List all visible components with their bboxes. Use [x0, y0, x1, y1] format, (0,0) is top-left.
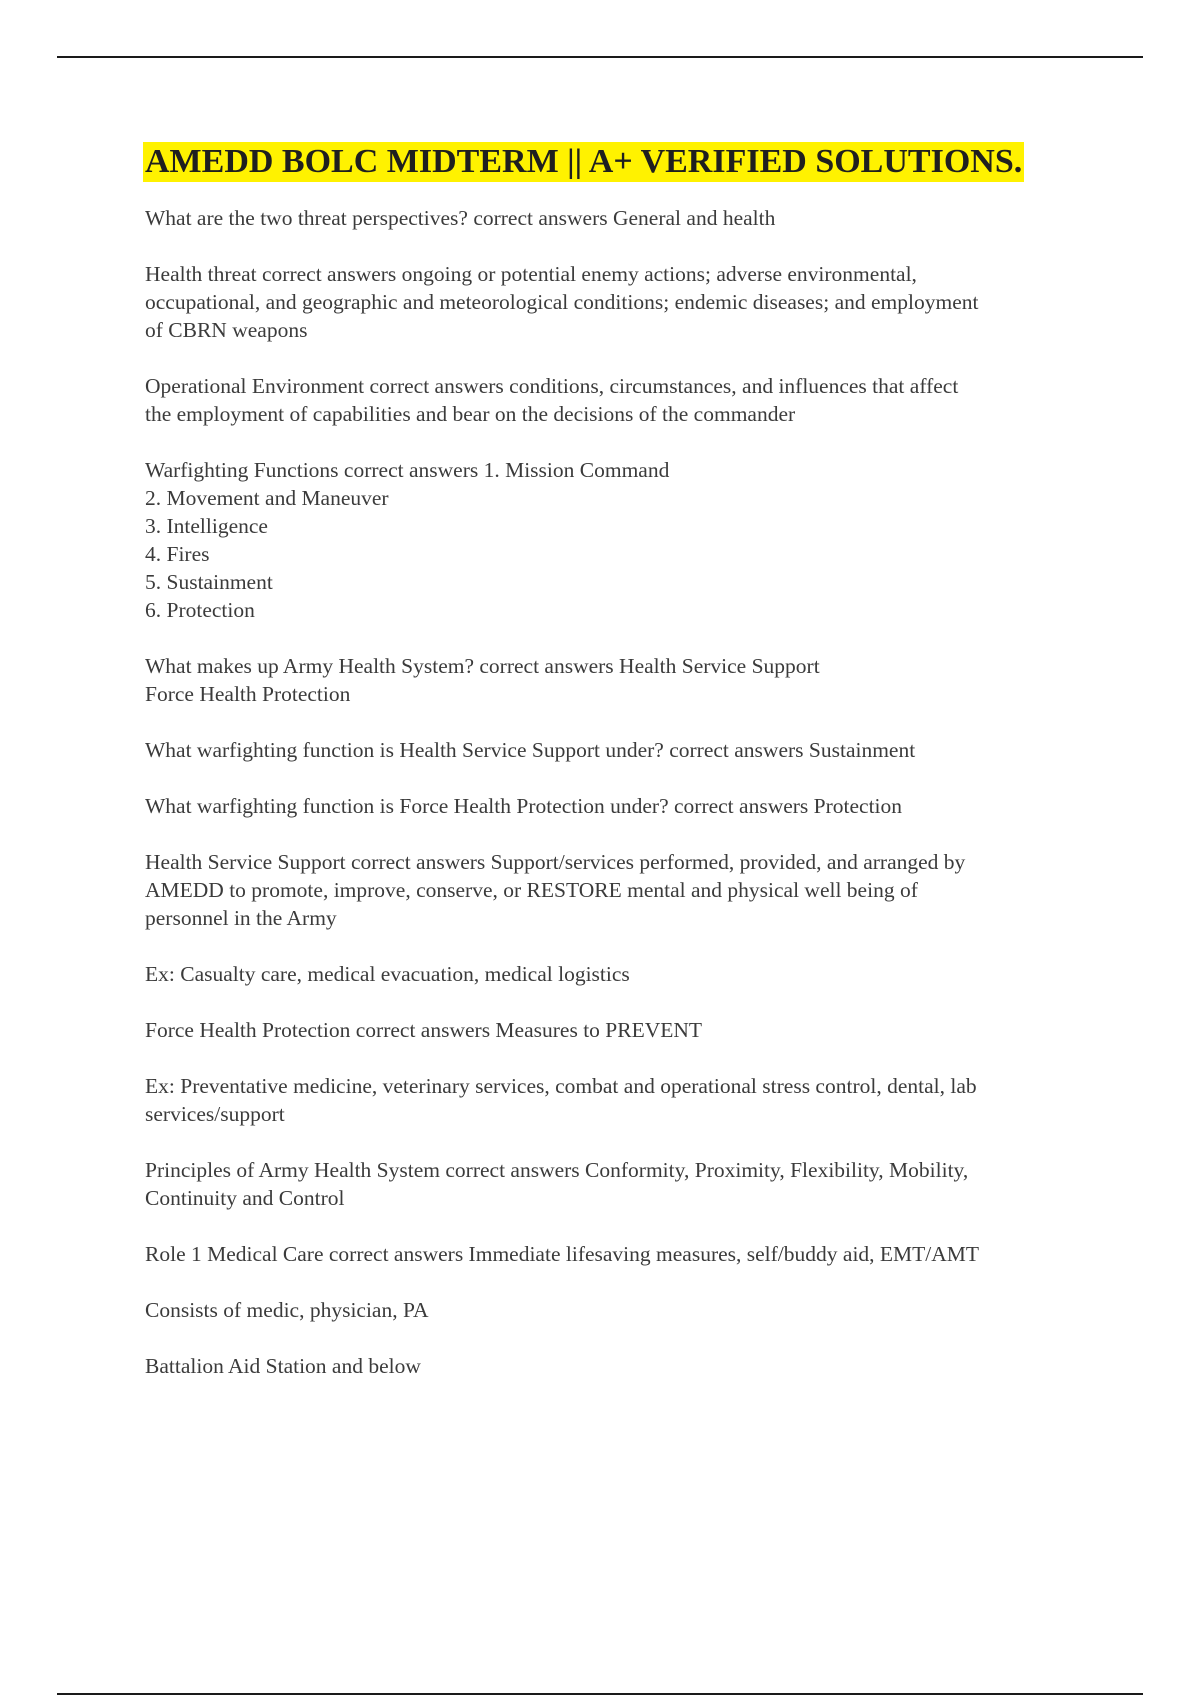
- qa-entry: Operational Environment correct answers conditions, circumstances, and influences that affect the employment of capabilities and bear on the decisions of the commander: [145, 374, 959, 426]
- qa-entry: Consists of medic, physician, PA: [145, 1298, 429, 1322]
- qa-entry: What warfighting function is Health Service Support under? correct answers Sustainment: [145, 738, 916, 762]
- qa-entry: Role 1 Medical Care correct answers Immediate lifesaving measures, self/buddy aid, EMT/AMT: [145, 1242, 980, 1266]
- qa-entry: Warfighting Functions correct answers 1. Mission Command 2. Movement and Maneuver 3. Intelligence 4. Fires 5. Sustainment 6. Protection: [145, 458, 670, 622]
- qa-entry: Battalion Aid Station and below: [145, 1354, 421, 1378]
- qa-entry: Health Service Support correct answers Support/services performed, provided, and arranged by AMEDD to promote, improve, conserve, or RESTORE mental and physical well being of personnel in the Army: [145, 850, 966, 930]
- qa-entry: Health threat correct answers ongoing or potential enemy actions; adverse environmental, occupational, and geographic and meteorological conditions; endemic diseases; and employment of CBRN weapons: [145, 262, 979, 342]
- qa-entry: What makes up Army Health System? correct answers Health Service Support Force Health Protection: [145, 654, 820, 706]
- document-title: AMEDD BOLC MIDTERM || A+ VERIFIED SOLUTIONS.: [145, 143, 1023, 180]
- qa-entry: Principles of Army Health System correct answers Conformity, Proximity, Flexibility, Mobility, Continuity and Control: [145, 1158, 969, 1210]
- qa-entry: Ex: Casualty care, medical evacuation, medical logistics: [145, 962, 630, 986]
- top-rule: [57, 56, 1143, 58]
- qa-entry: What warfighting function is Force Health Protection under? correct answers Protection: [145, 794, 903, 818]
- qa-entry: Ex: Preventative medicine, veterinary services, combat and operational stress control, dental, lab services/support: [145, 1074, 977, 1126]
- qa-entry: What are the two threat perspectives? correct answers General and health: [145, 206, 776, 230]
- qa-entry: Force Health Protection correct answers Measures to PREVENT: [145, 1018, 703, 1042]
- bottom-rule: [57, 1693, 1143, 1695]
- document-body: [145, 142, 1085, 1408]
